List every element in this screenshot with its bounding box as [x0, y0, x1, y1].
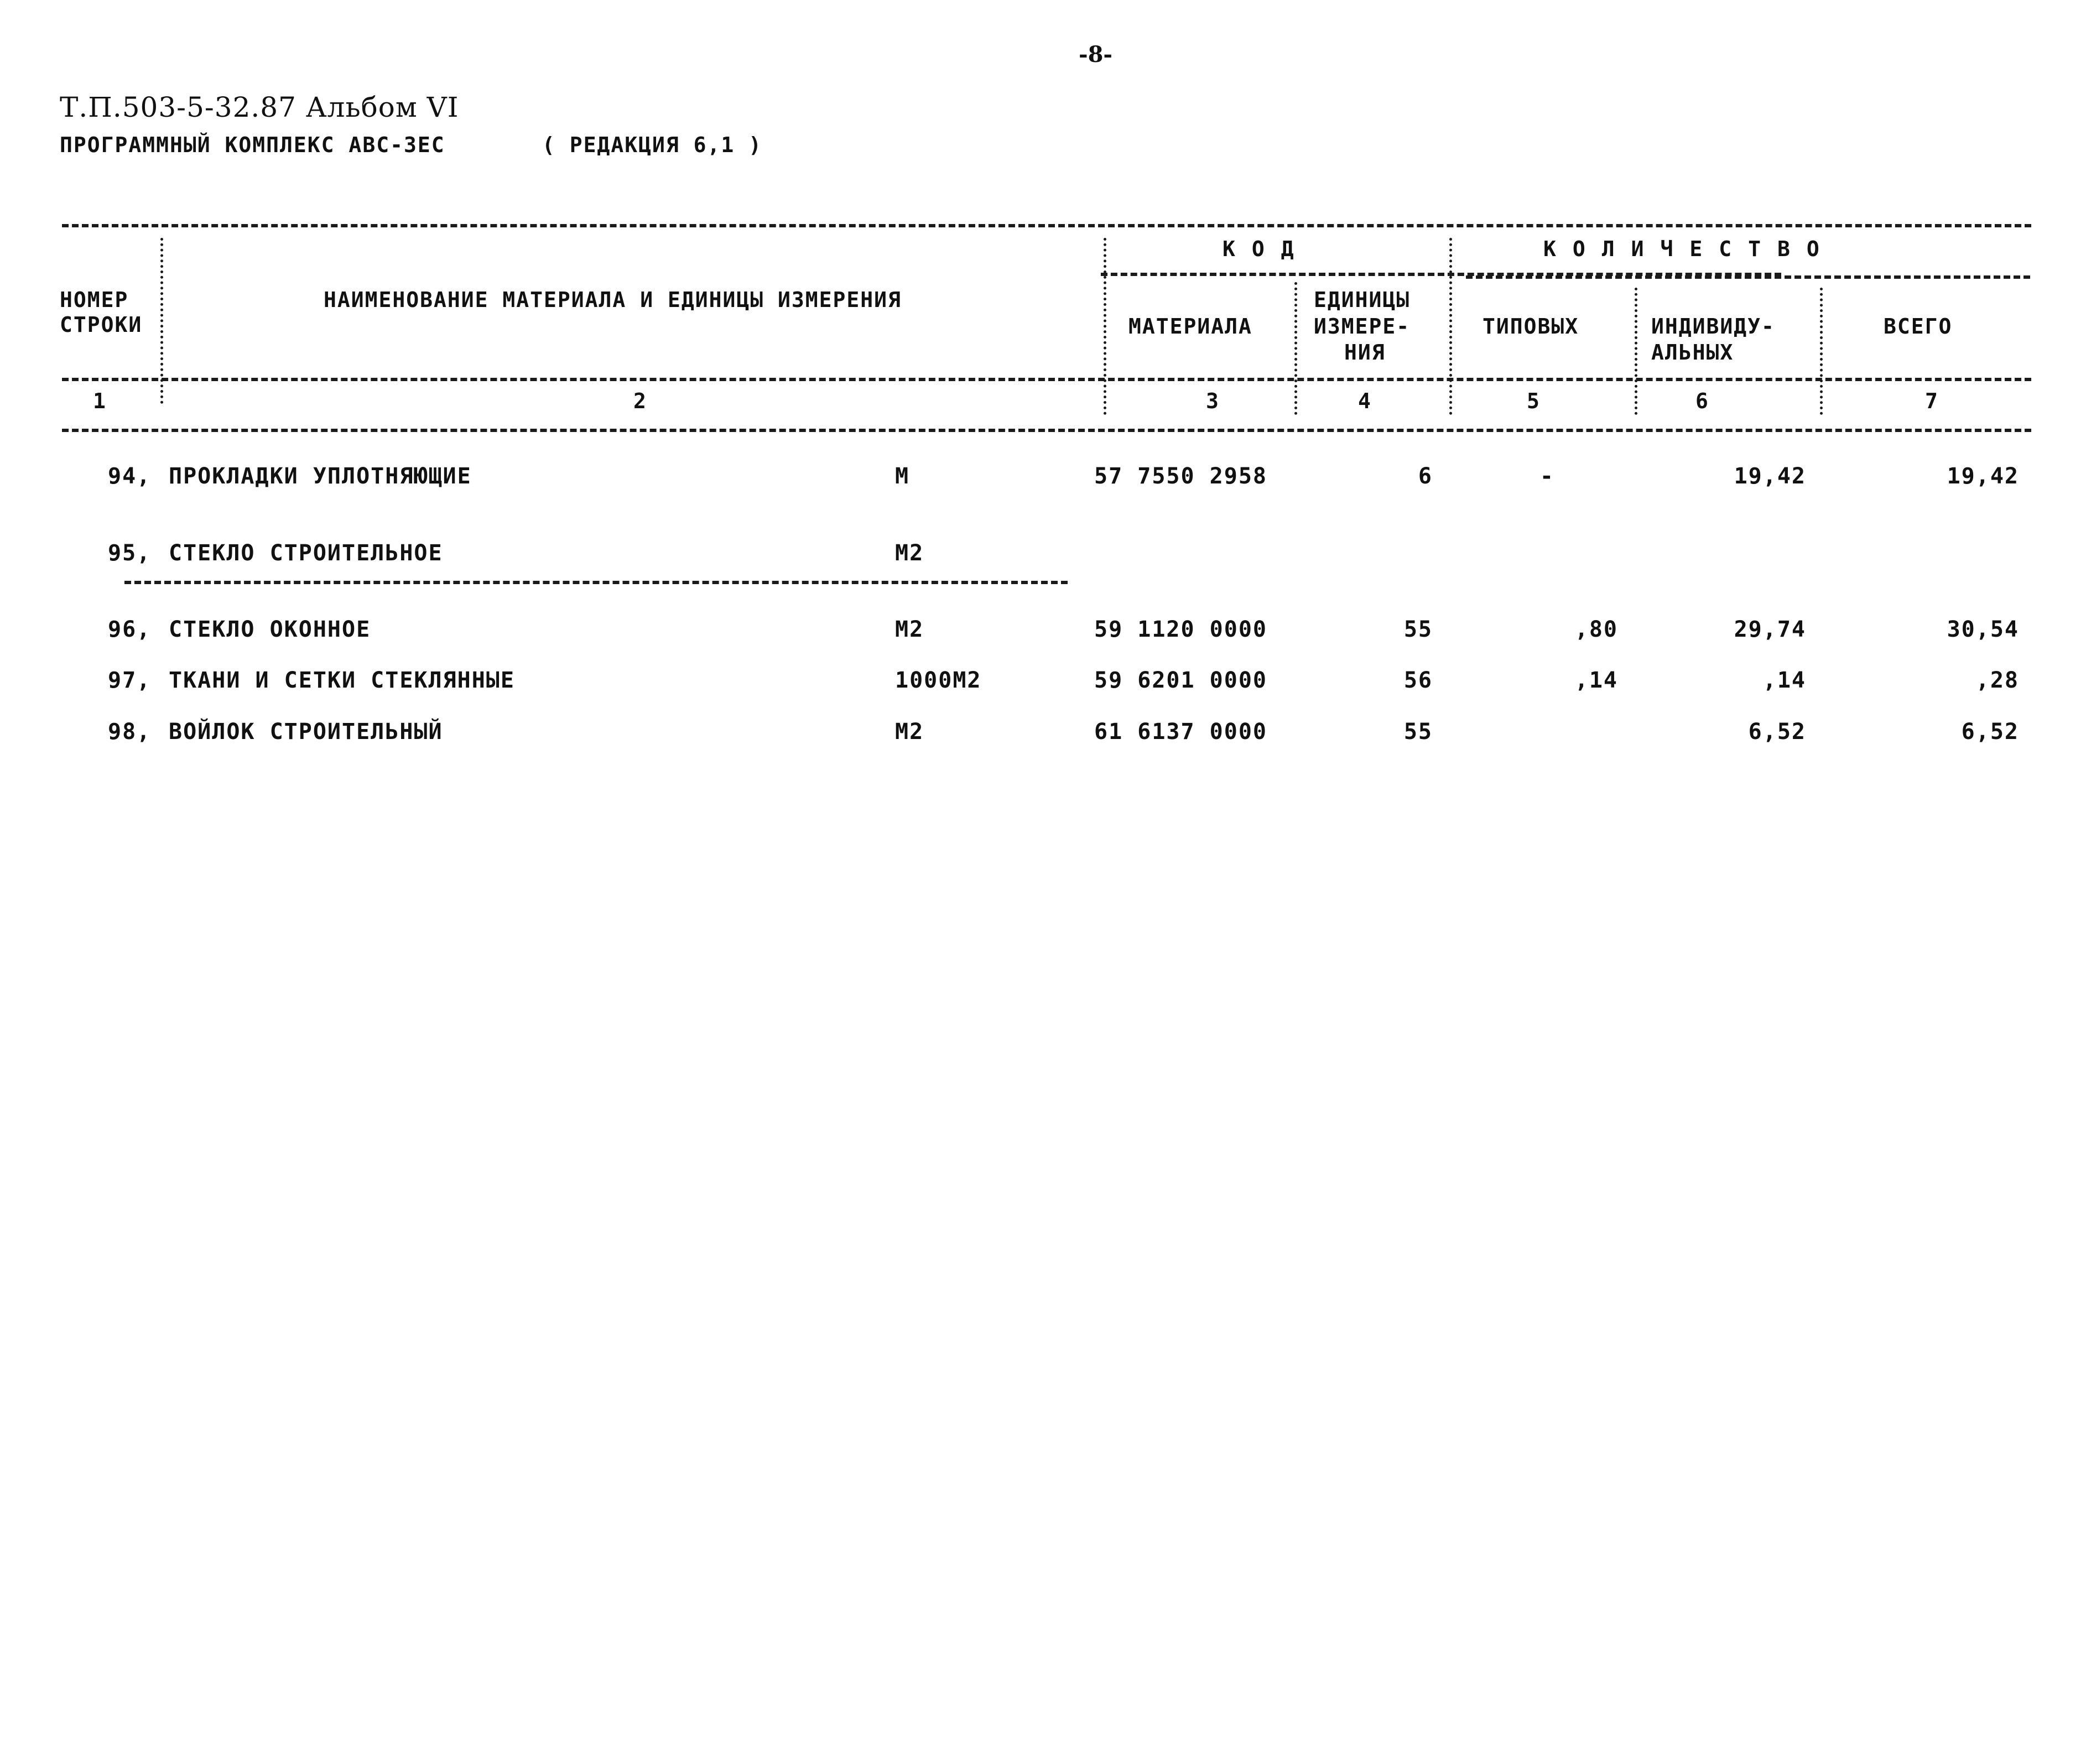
unit: 1000М2 [895, 668, 982, 693]
row-number: 98, [108, 719, 152, 745]
quantity-subheader-rule [1466, 275, 2030, 279]
program-edition: ( РЕДАКЦИЯ 6,1 ) [542, 133, 763, 157]
group-underline [124, 581, 1068, 584]
unit-code: 55 [1403, 719, 1433, 745]
unit-code: 6 [1418, 464, 1433, 489]
unit: М2 [895, 617, 924, 642]
header-code-group: КОД [1223, 237, 1310, 261]
col-separator-5 [1635, 288, 1637, 415]
col-separator-3 [1294, 282, 1297, 415]
header-qty-typical: ТИПОВЫХ [1483, 314, 1579, 339]
header-quantity-group: КОЛИЧЕСТВО [1543, 237, 1836, 261]
page-number: -8- [1079, 41, 1113, 67]
column-number-2: 2 [633, 389, 647, 413]
material-name: СТЕКЛО ОКОННОЕ [169, 617, 371, 642]
unit-code: 56 [1403, 668, 1433, 693]
header-qty-individual-line1: ИНДИВИДУ- [1651, 314, 1775, 339]
header-unit-code-line3: НИЯ [1344, 340, 1386, 365]
column-numbers-rule [62, 429, 2031, 432]
col-separator-6 [1820, 288, 1823, 415]
header-unit-code-line2: ИЗМЕРЕ- [1314, 314, 1411, 339]
program-name: ПРОГРАММНЫЙ КОМПЛЕКС АВС-3ЕС [60, 133, 445, 157]
qty-typical: - [1539, 464, 1554, 489]
header-code-material: МАТЕРИАЛА [1128, 314, 1252, 339]
col-separator-1 [160, 238, 163, 404]
column-number-7: 7 [1925, 389, 1939, 413]
column-number-5: 5 [1527, 389, 1541, 413]
qty-individual: ,14 [1762, 668, 1806, 693]
material-code: 59 1120 0000 [1094, 617, 1267, 642]
material-code: 61 6137 0000 [1094, 719, 1267, 745]
unit: М2 [895, 719, 924, 745]
qty-total: 19,42 [1947, 464, 2019, 489]
qty-total: 6,52 [1961, 719, 2019, 745]
material-name: ТКАНИ И СЕТКИ СТЕКЛЯННЫЕ [169, 668, 515, 693]
header-row-number-line1: НОМЕР [60, 288, 129, 312]
row-number: 94, [108, 464, 152, 489]
qty-individual: 19,42 [1734, 464, 1806, 489]
qty-individual: 6,52 [1748, 719, 1806, 745]
qty-total: ,28 [1975, 668, 2019, 693]
col-separator-4 [1449, 238, 1452, 415]
column-number-6: 6 [1695, 389, 1709, 413]
header-qty-individual-line2: АЛЬНЫХ [1651, 340, 1734, 365]
material-name: ПРОКЛАДКИ УПЛОТНЯЮЩИЕ [169, 464, 472, 489]
row-number: 97, [108, 668, 152, 693]
material-name: СТЕКЛО СТРОИТЕЛЬНОЕ [169, 540, 443, 566]
header-unit-code-line1: ЕДИНИЦЫ [1314, 288, 1411, 312]
header-bottom-rule [62, 378, 2031, 381]
material-code: 59 6201 0000 [1094, 668, 1267, 693]
col-separator-2 [1104, 238, 1106, 415]
header-row-number-line2: СТРОКИ [60, 313, 143, 337]
material-name: ВОЙЛОК СТРОИТЕЛЬНЫЙ [169, 719, 443, 745]
material-code: 57 7550 2958 [1094, 464, 1267, 489]
table-top-rule [62, 224, 2031, 227]
header-material-name: НАИМЕНОВАНИЕ МАТЕРИАЛА И ЕДИНИЦЫ ИЗМЕРЕНИЯ [324, 288, 902, 312]
qty-total: 30,54 [1947, 617, 2019, 642]
unit: М [895, 464, 910, 489]
row-number: 96, [108, 617, 152, 642]
header-qty-total: ВСЕГО [1884, 314, 1953, 339]
qty-individual: 29,74 [1734, 617, 1806, 642]
column-number-1: 1 [93, 389, 107, 413]
unit: М2 [895, 540, 924, 566]
qty-typical: ,14 [1574, 668, 1618, 693]
column-number-3: 3 [1206, 389, 1220, 413]
unit-code: 55 [1403, 617, 1433, 642]
column-number-4: 4 [1358, 389, 1372, 413]
document-title: Т.П.503-5-32.87 Альбом VI [60, 91, 459, 123]
qty-typical: ,80 [1574, 617, 1618, 642]
row-number: 95, [108, 540, 152, 566]
